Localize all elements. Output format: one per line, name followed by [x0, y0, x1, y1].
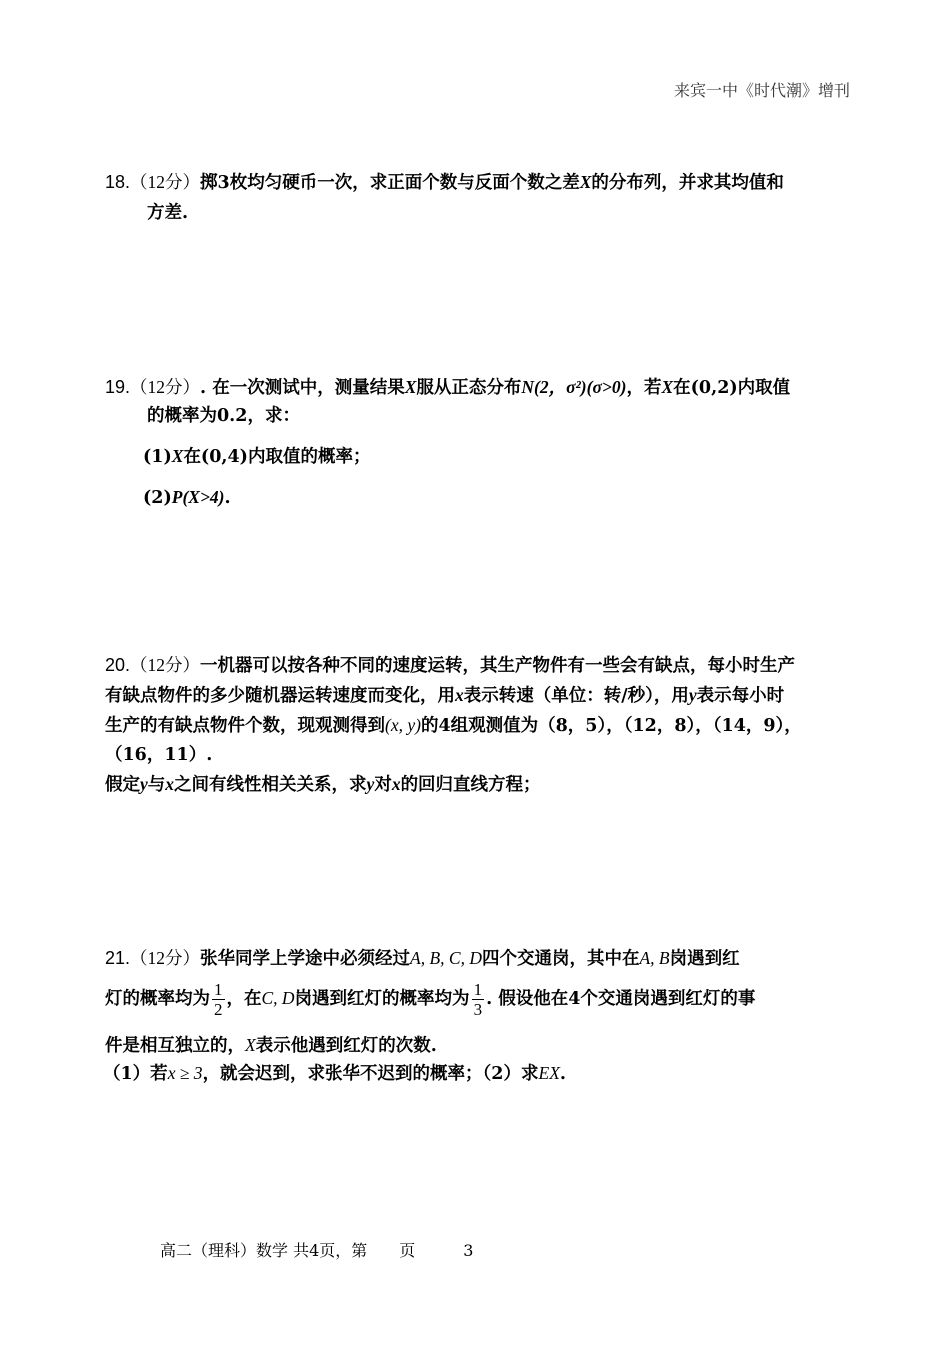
footer-text: 高二（理科）数学 共4页，第 页	[160, 1241, 416, 1260]
question-text: ，若	[626, 378, 662, 398]
question-20-line-4: （16，11）.	[105, 745, 213, 765]
math-variable: y	[688, 685, 697, 705]
math-expression: (x, y)	[385, 715, 421, 735]
math-expression: A, B	[639, 948, 670, 968]
math-variable: x	[455, 685, 464, 705]
question-text: 生产的有缺点物件个数，现观测得到	[105, 716, 385, 736]
question-19	[105, 373, 790, 402]
question-text: （1）若	[103, 1064, 168, 1084]
question-text: ，在	[226, 989, 262, 1009]
math-expression: EX	[538, 1063, 560, 1083]
fraction-denominator: 2	[214, 1000, 223, 1019]
fraction-denominator: 3	[473, 1000, 483, 1019]
question-text: 一机器可以按各种不同的速度运转，其生产物件有一些会有缺点，每小时生产	[200, 656, 796, 676]
sub-label: (1)	[143, 447, 172, 467]
question-text: 件是相互独立的，	[105, 1036, 245, 1056]
fraction	[212, 980, 225, 1019]
math-expression: C, D	[261, 988, 295, 1008]
question-text: 灯的概率均为	[105, 989, 210, 1009]
question-text: 的4组观测值为（8，5），（12，8），（14，9），	[420, 716, 802, 736]
question-text: . 在一次测试中，测量结果	[200, 378, 405, 398]
sub-label: (2)	[143, 488, 172, 508]
math-expression: P(X>4)	[171, 487, 225, 507]
question-20-line-2	[105, 681, 784, 710]
math-variable: X	[245, 1035, 256, 1055]
question-text: 对	[374, 775, 392, 795]
page-footer	[160, 1238, 473, 1261]
question-text: 张华同学上学途中必须经过	[200, 949, 411, 969]
question-score: （12分）	[130, 948, 201, 968]
question-text: 在(0,4)内取值的概率；	[183, 447, 371, 467]
question-text: 之间有线性相关关系，求	[174, 775, 367, 795]
question-text: 表示转速（单位：转/秒），用	[463, 686, 689, 706]
page-number: 3	[463, 1241, 474, 1260]
page-header: 来宾一中《时代潮》增刊	[673, 81, 850, 100]
question-21-line-2	[105, 978, 755, 1019]
question-21-line-3	[105, 1031, 437, 1060]
math-variable: X	[171, 446, 184, 466]
question-text: 假定	[105, 775, 140, 795]
question-text: .	[224, 488, 231, 508]
question-19-sub-1	[143, 442, 370, 471]
question-text: 岗遇到红	[669, 949, 740, 969]
question-text: ，就会迟到，求张华不迟到的概率；（2）求	[202, 1064, 539, 1084]
question-21-sub	[103, 1059, 566, 1088]
question-19-sub-2	[143, 483, 231, 512]
question-text: 表示每小时	[696, 686, 785, 706]
fraction-numerator: 1	[473, 980, 483, 999]
question-number: 19.	[105, 377, 131, 397]
question-number: 20.	[105, 655, 131, 675]
question-text: 岗遇到红灯的概率均为	[294, 989, 470, 1009]
question-text: 有缺点物件的多少随机器运转速度而变化，用	[105, 686, 455, 706]
question-text: 掷3枚均匀硬币一次，求正面个数与反面个数之差	[200, 173, 580, 193]
question-text: 四个交通岗，其中在	[481, 949, 640, 969]
question-21	[105, 944, 740, 973]
math-expression: N(2，σ²)(σ>0)	[521, 377, 627, 397]
math-variable: x	[391, 774, 401, 794]
fraction	[472, 980, 485, 1019]
fraction-numerator: 1	[214, 980, 223, 999]
question-score: （12分）	[130, 172, 201, 192]
question-text: 与	[147, 775, 166, 795]
question-text: 表示他遇到红灯的次数.	[255, 1036, 437, 1056]
question-18-line-2: 方差.	[147, 203, 189, 223]
math-variable: x	[165, 774, 175, 794]
math-variable: X	[404, 377, 417, 397]
question-19-line-2: 的概率为0.2，求：	[147, 406, 300, 426]
math-variable: y	[140, 774, 148, 794]
question-text: . 假设他在4个交通岗遇到红灯的事	[486, 989, 756, 1009]
question-score: （12分）	[130, 655, 201, 675]
question-20-line-3	[105, 711, 802, 740]
question-number: 21.	[105, 948, 131, 968]
question-text: 的分布列，并求其均值和	[591, 173, 784, 193]
question-text: .	[559, 1064, 566, 1084]
math-variable: y	[366, 774, 375, 794]
question-20-line-5	[105, 770, 541, 799]
question-text: 的回归直线方程；	[400, 775, 541, 795]
question-18	[105, 168, 784, 197]
math-expression: A, B, C, D	[410, 948, 482, 968]
math-variable: X	[661, 377, 674, 397]
question-text: 在(0,2)内取值	[673, 378, 791, 398]
question-number: 18.	[105, 172, 131, 192]
question-20	[105, 651, 795, 680]
question-text: 服从正态分布	[416, 378, 522, 398]
question-score: （12分）	[130, 377, 201, 397]
math-expression: x ≥ 3	[167, 1063, 203, 1083]
math-variable: X	[579, 172, 592, 192]
